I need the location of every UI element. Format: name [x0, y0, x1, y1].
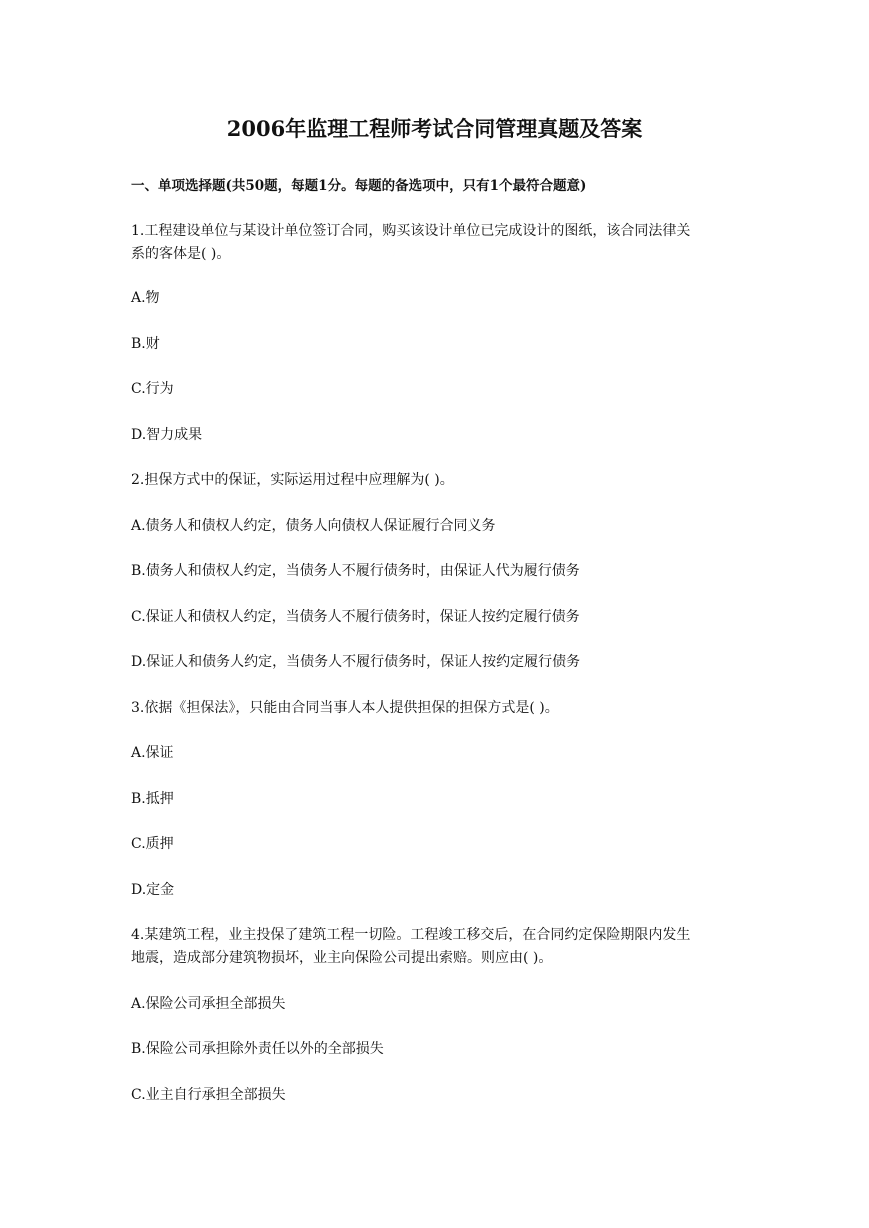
question-4-stem-line-1: 4.某建筑工程，业主投保了建筑工程一切险。工程竣工移交后，在合同约定保险期限内发生	[131, 927, 691, 943]
question-1-option-d: D.智力成果	[131, 427, 203, 443]
question-2-option-d: D.保证人和债务人约定，当债务人不履行债务时，保证人按约定履行债务	[131, 654, 581, 670]
question-2-option-c: C.保证人和债权人约定，当债务人不履行债务时，保证人按约定履行债务	[131, 609, 580, 625]
question-1-stem-line-1: 1.工程建设单位与某设计单位签订合同，购买该设计单位已完成设计的图纸，该合同法律关	[131, 223, 691, 239]
question-3-option-c: C.质押	[131, 836, 174, 852]
question-3-option-b: B.抵押	[131, 791, 174, 807]
question-4-option-b: B.保险公司承担除外责任以外的全部损失	[131, 1041, 384, 1057]
document-title: 2006年监理工程师考试合同管理真题及答案	[226, 116, 643, 141]
question-3-option-d: D.定金	[131, 882, 175, 898]
question-1-stem-line-2: 系的客体是( )。	[131, 246, 231, 262]
question-4-option-a: A.保险公司承担全部损失	[131, 996, 286, 1012]
section-heading: 一、单项选择题(共50题，每题1分。每题的备选项中，只有1个最符合题意)	[131, 178, 587, 194]
question-3-option-a: A.保证	[131, 745, 174, 761]
question-2-stem-line-1: 2.担保方式中的保证，实际运用过程中应理解为( )。	[131, 472, 454, 488]
question-2-option-b: B.债务人和债权人约定，当债务人不履行债务时，由保证人代为履行债务	[131, 563, 580, 579]
question-1-option-c: C.行为	[131, 381, 174, 397]
question-4-stem-line-2: 地震，造成部分建筑物损坏，业主向保险公司提出索赔。则应由( )。	[131, 950, 553, 966]
question-1-option-b: B.财	[131, 336, 160, 352]
question-1-option-a: A.物	[131, 290, 160, 306]
question-3-stem-line-1: 3.依据《担保法》，只能由合同当事人本人提供担保的担保方式是( )。	[131, 700, 559, 716]
question-2-option-a: A.债务人和债权人约定，债务人向债权人保证履行合同义务	[131, 518, 496, 534]
question-4-option-c: C.业主自行承担全部损失	[131, 1087, 286, 1103]
